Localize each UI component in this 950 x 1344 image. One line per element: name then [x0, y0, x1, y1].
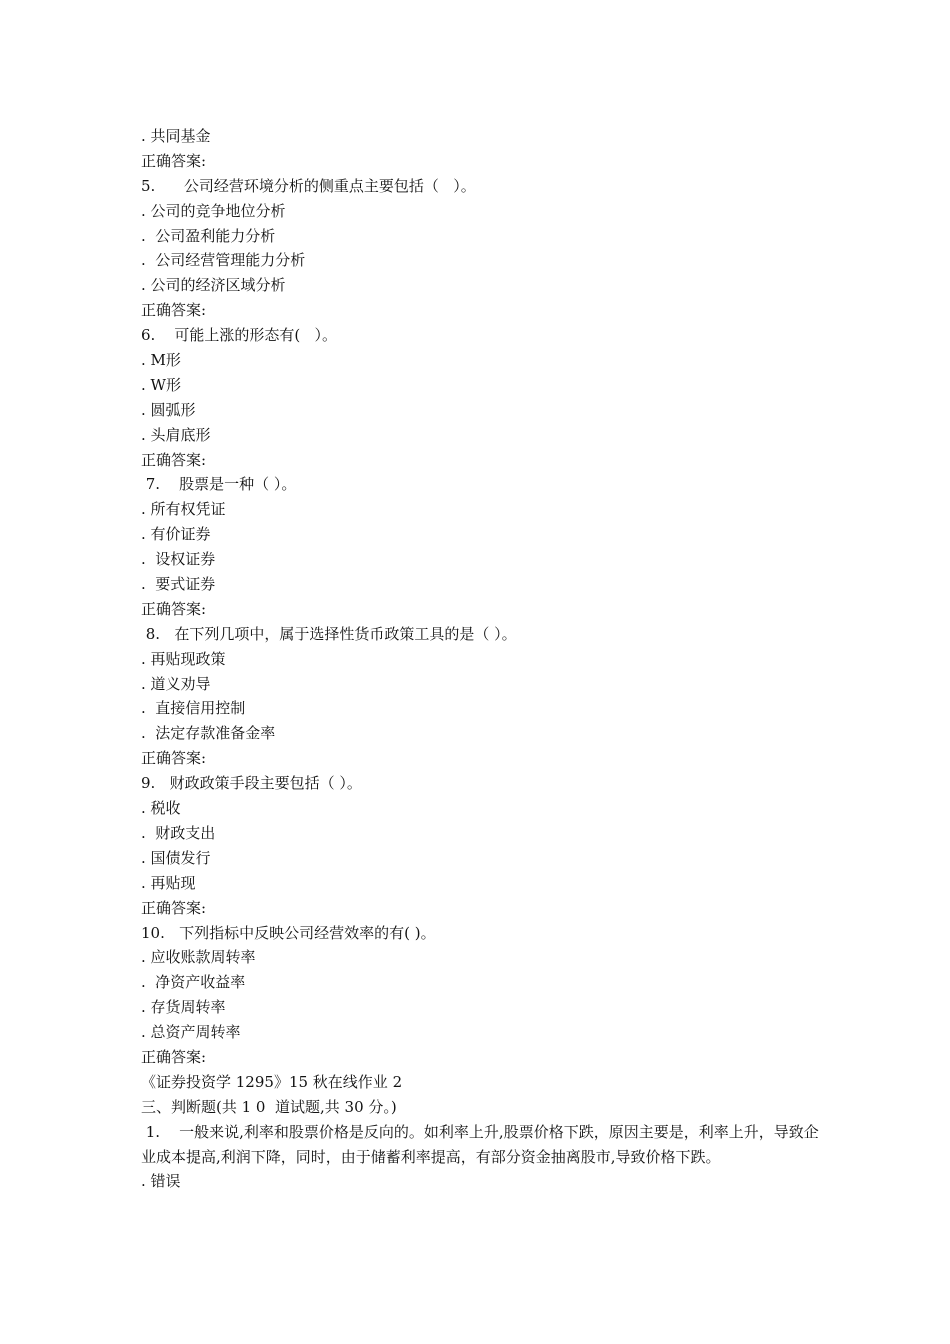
answer-label: 正确答案:	[141, 450, 207, 469]
option-line: . 设权证券	[141, 550, 216, 569]
question-8: 8. 在下列几项中，属于选择性货币政策工具的是（ ）。	[141, 624, 517, 643]
option-line: . 税收	[141, 799, 181, 818]
option-line: . 直接信用控制	[141, 699, 246, 718]
option-line: . 公司盈利能力分析	[141, 226, 276, 245]
option-line: . 公司的竞争地位分析	[141, 201, 286, 220]
answer-label: 正确答案:	[141, 151, 207, 170]
section-heading: 三、判断题(共 1 0 道试题,共 30 分。)	[141, 1097, 397, 1116]
document-page	[141, 124, 821, 1194]
question-10: 10. 下列指标中反映公司经营效率的有( )。	[141, 923, 436, 942]
option-line: . 再贴现	[141, 873, 196, 892]
option-line: . 应收账款周转率	[141, 948, 256, 967]
option-line: . 总资产周转率	[141, 1023, 241, 1042]
option-line: . 圆弧形	[141, 400, 196, 419]
question-text: 一般来说,利率和股票价格是反向的。如利率上升,股票价格下跌，原因主要是，利率上升，导致企业成本提高,利润下降，同时，由于储蓄利率提高，有部分资金抽离股市,导致价格下跌。	[141, 1122, 819, 1166]
question-5: 5. 公司经营环境分析的侧重点主要包括（ ）。	[141, 176, 476, 195]
question-6: 6. 可能上涨的形态有( ）。	[141, 326, 338, 345]
question-number: 1.	[141, 1122, 180, 1141]
option-line: . 财政支出	[141, 823, 216, 842]
question-7: 7. 股票是一种（ ）。	[141, 475, 297, 494]
option-line: . W形	[141, 375, 181, 394]
answer-label: 正确答案:	[141, 599, 207, 618]
option-line: . 道义劝导	[141, 674, 211, 693]
option-line: . 公司经营管理能力分析	[141, 251, 306, 270]
answer-label: 正确答案:	[141, 749, 207, 768]
answer-label: 正确答案:	[141, 1047, 207, 1066]
option-line: . 错误	[141, 1172, 181, 1191]
option-line: . 再贴现政策	[141, 649, 226, 668]
answer-label: 正确答案:	[141, 301, 207, 320]
assignment-title: 《证券投资学 1295》15 秋在线作业 2	[141, 1072, 403, 1091]
option-line: . 所有权凭证	[141, 500, 226, 519]
answer-label: 正确答案:	[141, 898, 207, 917]
option-line: . 净资产收益率	[141, 973, 246, 992]
option-line: . 有价证券	[141, 525, 211, 544]
option-line: . M形	[141, 351, 181, 370]
option-line: . 共同基金	[141, 127, 211, 145]
option-line: . 法定存款准备金率	[141, 724, 276, 743]
option-line: . 要式证券	[141, 575, 216, 594]
option-line: . 公司的经济区域分析	[141, 276, 286, 295]
judgment-question-1	[141, 1120, 821, 1170]
question-9: 9. 财政政策手段主要包括（ ）。	[141, 774, 362, 793]
option-line: . 存货周转率	[141, 998, 226, 1017]
option-line: . 国债发行	[141, 848, 211, 867]
option-line: . 头肩底形	[141, 425, 211, 444]
